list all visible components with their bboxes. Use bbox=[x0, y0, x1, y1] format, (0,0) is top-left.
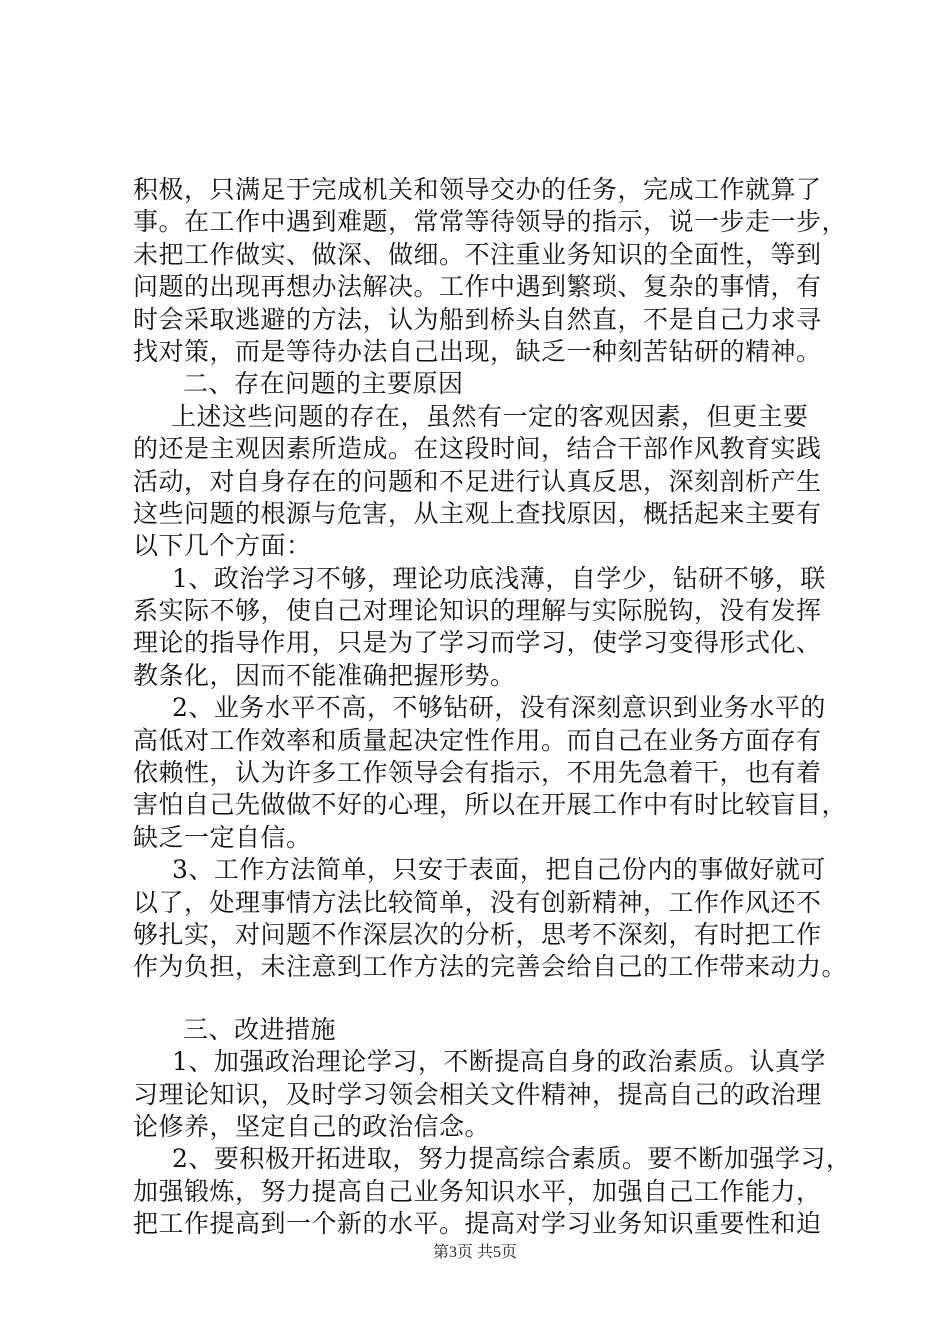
text-line: 理论的指导作用，只是为了学习而学习，使学习变得形式化、 bbox=[133, 628, 822, 658]
text-line: 找对策，而是等待办法自己出现，缺乏一种刻苦钻研的精神。 bbox=[133, 336, 822, 366]
text-line: 害怕自己先做做不好的心理，所以在开展工作中有时比较盲目， bbox=[133, 790, 848, 820]
section-heading: 二、存在问题的主要原因 bbox=[183, 369, 464, 399]
text-line: 习理论知识，及时学习领会相关文件精神，提高自己的政治理 bbox=[133, 1079, 822, 1109]
text-line: 以下几个方面： bbox=[133, 531, 312, 561]
text-line: 1、加强政治理论学习，不断提高自身的政治素质。认真学 bbox=[172, 1047, 826, 1077]
text-line: 系实际不够，使自己对理论知识的理解与实际脱钩，没有发挥 bbox=[133, 596, 822, 626]
page-number-footer: 第3页 共5页 bbox=[432, 1244, 517, 1261]
text-line: 教条化，因而不能准确把握形势。 bbox=[133, 660, 516, 690]
document-body bbox=[133, 174, 852, 1241]
text-line: 上述这些问题的存在，虽然有一定的客观因素，但更主要 bbox=[171, 401, 809, 431]
text-line: 的还是主观因素所造成。在这段时间，结合干部作风教育实践 bbox=[133, 434, 822, 464]
text-line: 缺乏一定自信。 bbox=[133, 822, 312, 852]
text-line: 1、政治学习不够，理论功底浅薄，自学少，钻研不够，联 bbox=[172, 563, 826, 593]
text-line: 3、工作方法简单，只安于表面，把自己份内的事做好就可 bbox=[172, 855, 826, 885]
text-line: 事。在工作中遇到难题，常常等待领导的指示，说一步走一步， bbox=[133, 207, 848, 237]
text-line: 论修养，坚定自己的政治信念。 bbox=[133, 1111, 491, 1141]
text-line: 未把工作做实、做深、做细。不注重业务知识的全面性，等到 bbox=[133, 239, 822, 269]
text-line: 依赖性，认为许多工作领导会有指示，不用先急着干，也有着 bbox=[133, 758, 822, 788]
text-line: 活动，对自身存在的问题和不足进行认真反思，深刻剖析产生 bbox=[133, 466, 822, 496]
text-line: 作为负担，未注意到工作方法的完善会给自己的工作带来动力。 bbox=[133, 952, 848, 982]
text-line: 这些问题的根源与危害，从主观上查找原因，概括起来主要有 bbox=[133, 498, 822, 528]
text-line: 时会采取逃避的方法，认为船到桥头自然直，不是自己力求寻 bbox=[133, 304, 822, 334]
text-line: 问题的出现再想办法解决。工作中遇到繁琐、复杂的事情，有 bbox=[133, 272, 822, 302]
text-line: 加强锻炼，努力提高自己业务知识水平，加强自己工作能力， bbox=[133, 1176, 822, 1206]
text-line: 2、要积极开拓进取，努力提高综合素质。要不断加强学习， bbox=[172, 1144, 852, 1174]
text-line: 把工作提高到一个新的水平。提高对学习业务知识重要性和迫 bbox=[133, 1209, 822, 1239]
text-line: 以了，处理事情方法比较简单，没有创新精神，工作作风还不 bbox=[133, 887, 822, 917]
text-line: 够扎实，对问题不作深层次的分析，思考不深刻，有时把工作 bbox=[133, 919, 822, 949]
text-line: 积极，只满足于完成机关和领导交办的任务，完成工作就算了 bbox=[133, 175, 822, 204]
section-heading: 三、改进措施 bbox=[183, 1014, 337, 1044]
text-line: 高低对工作效率和质量起决定性作用。而自己在业务方面存有 bbox=[133, 725, 822, 755]
text-line: 2、业务水平不高，不够钻研，没有深刻意识到业务水平的 bbox=[172, 693, 826, 723]
